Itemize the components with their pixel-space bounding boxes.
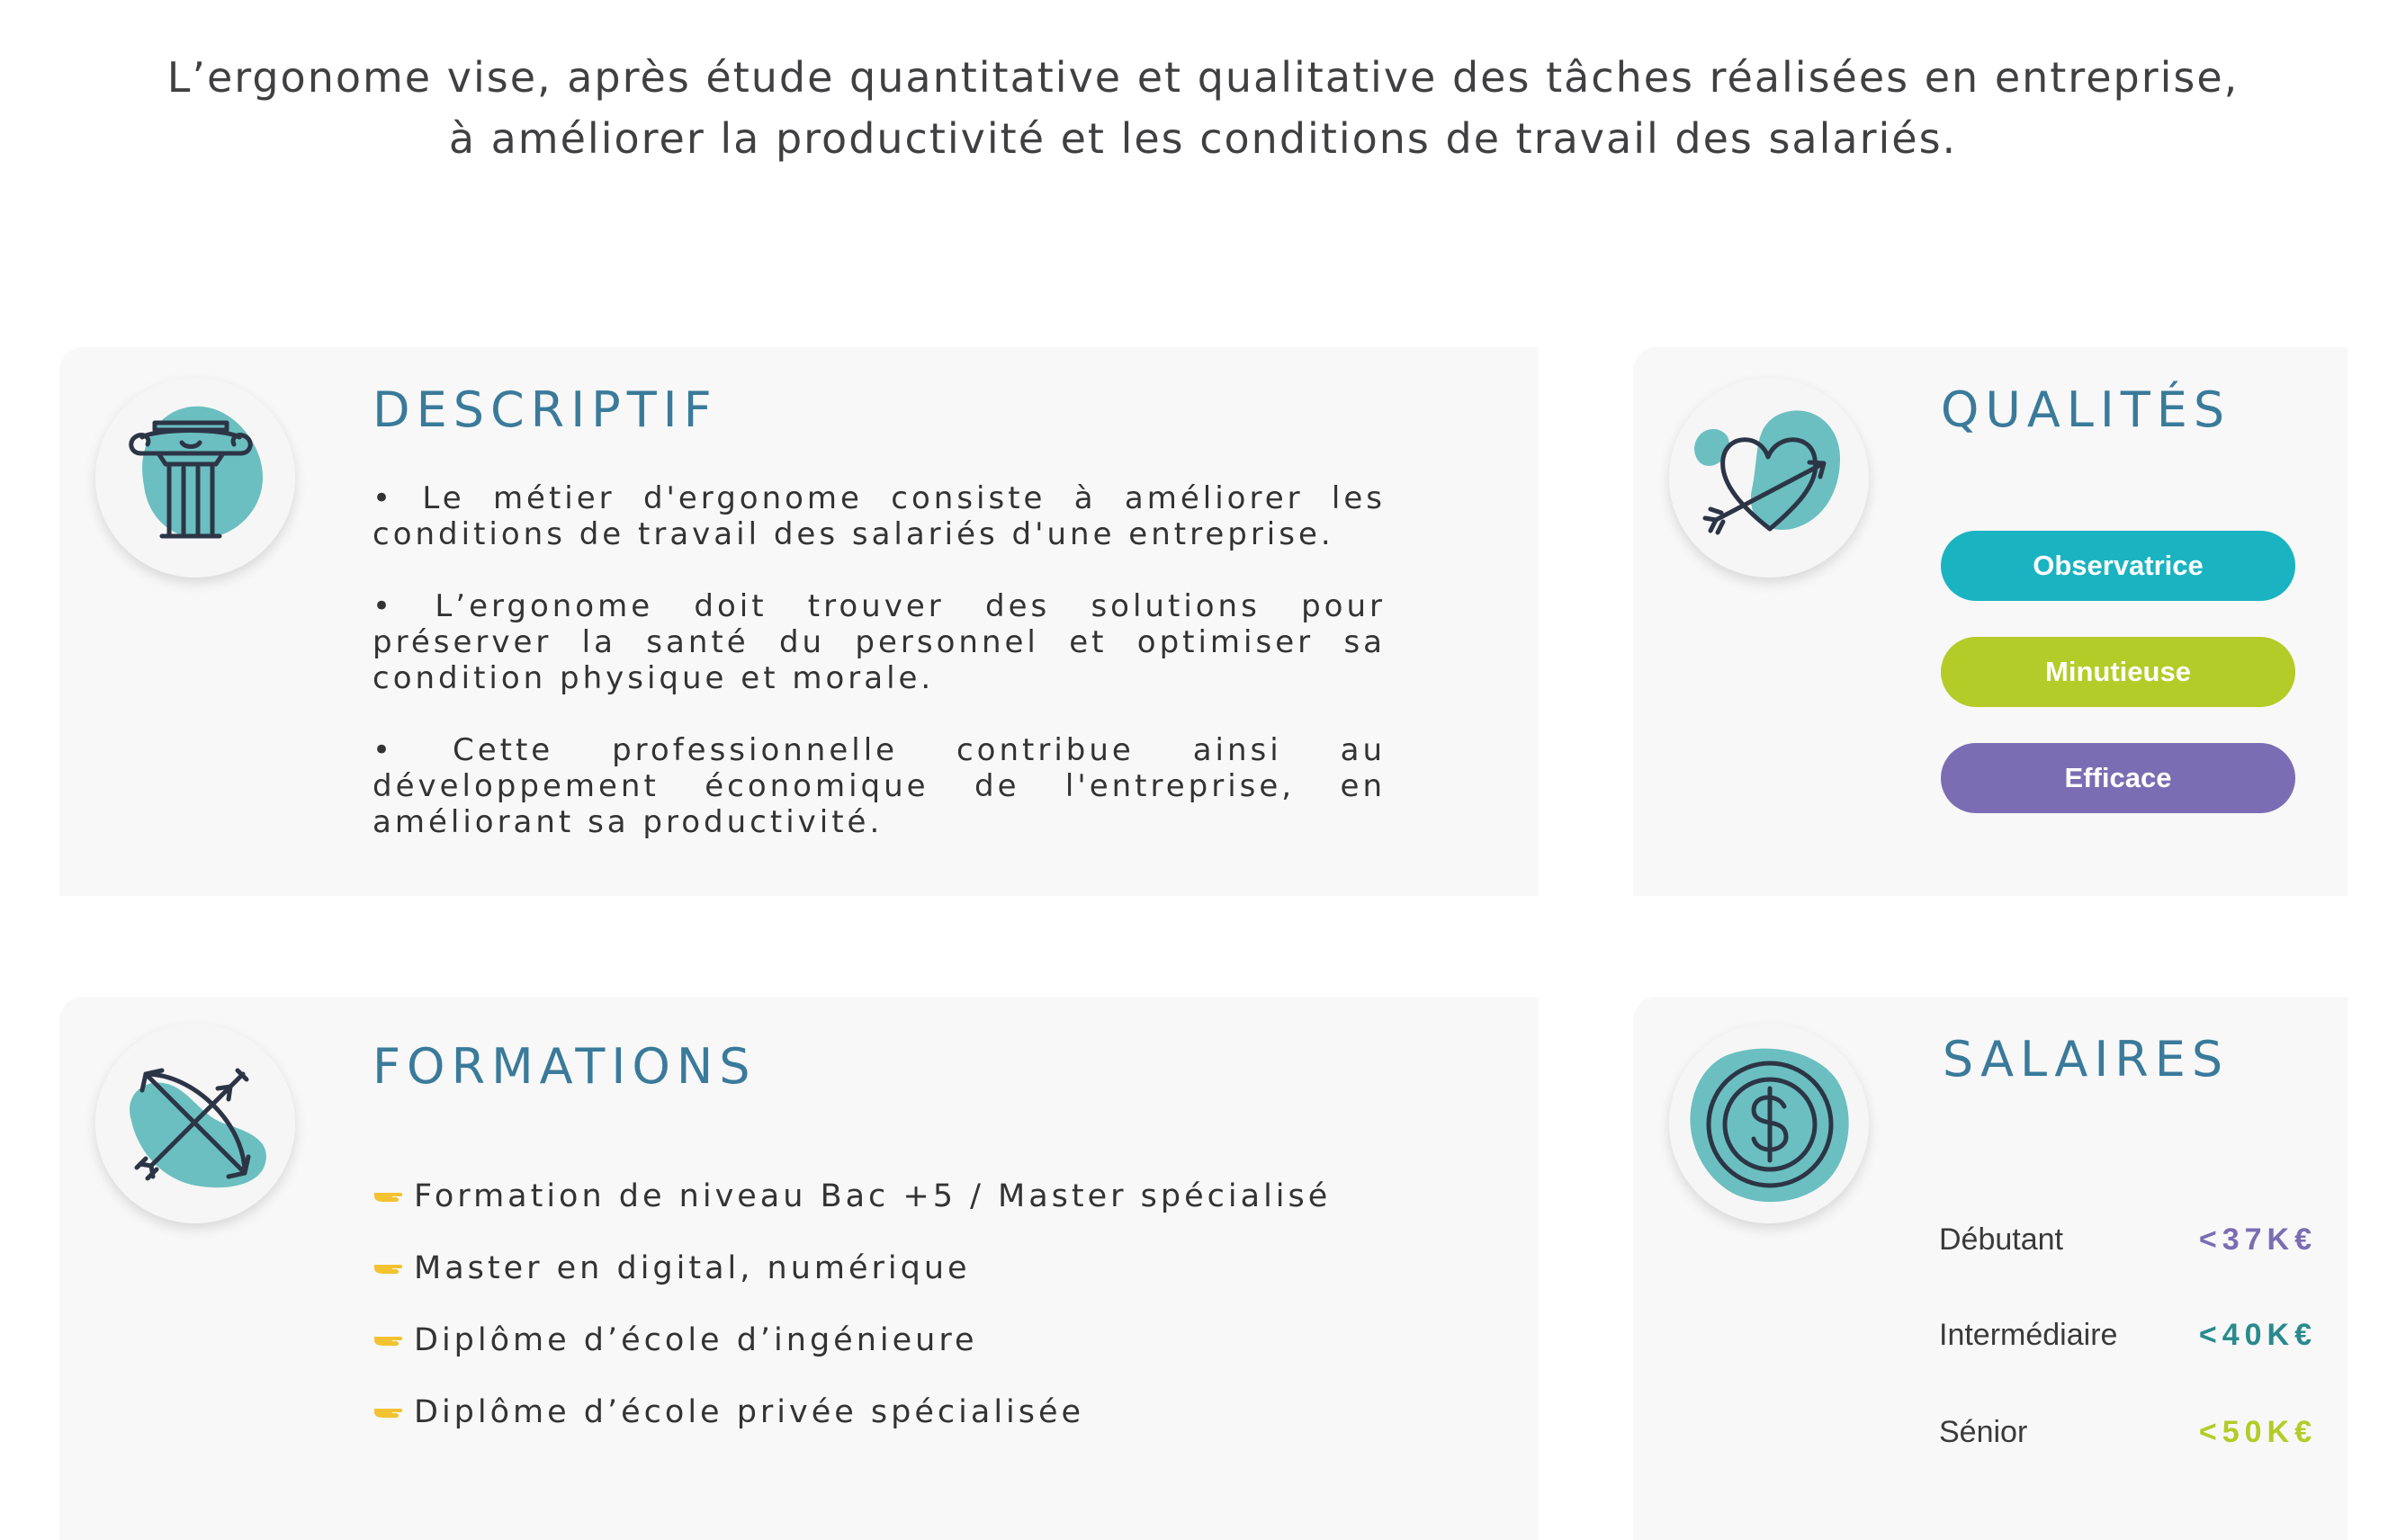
descriptif-card (59, 347, 1539, 896)
bow-arrow-icon (95, 1024, 295, 1223)
salary-value: <50K€ (2198, 1415, 2317, 1449)
pointing-hand-icon (373, 1330, 403, 1351)
salary-row (1939, 1405, 2317, 1459)
pointing-hand-icon (373, 1186, 403, 1207)
formation-label: Master en digital, numérique (414, 1250, 971, 1286)
quality-badge-minutieuse[interactable]: Minutieuse (1941, 637, 2295, 707)
list-item (373, 1160, 1331, 1232)
quality-badge-efficace[interactable]: Efficace (1941, 743, 2295, 813)
salaires-title: SALAIRES (1942, 1031, 2230, 1088)
salary-row (1939, 1308, 2317, 1362)
descriptif-paragraph: • L’ergonome doit trouver des solutions pour préserver la santé du personnel et optimiser sa condition physique et morale. (373, 588, 1386, 696)
formations-card (59, 997, 1539, 1540)
salary-value: <40K€ (2198, 1318, 2317, 1352)
intro-line-1: L’ergonome vise, après étude quantitative et qualitative des tâches réalisées en entreprise, (166, 53, 2240, 102)
intro-text (0, 47, 2406, 169)
quality-badge-observatrice[interactable]: Observatrice (1941, 531, 2295, 601)
list-item (373, 1376, 1331, 1448)
qualites-title: QUALITÉS (1940, 381, 2231, 438)
formation-label: Formation de niveau Bac +5 / Master spécialisé (414, 1178, 1332, 1214)
pointing-hand-icon (373, 1401, 403, 1423)
descriptif-paragraph: • Le métier d'ergonome consiste à améliorer les conditions de travail des salariés d'une entreprise. (373, 480, 1386, 552)
descriptif-paragraph: • Cette professionnelle contribue ainsi au développement économique de l'entreprise, en améliorant sa productivité. (373, 732, 1386, 840)
list-item (373, 1304, 1331, 1376)
salary-level-label: Débutant (1939, 1222, 2063, 1257)
list-item (373, 1232, 1331, 1304)
formations-title: FORMATIONS (373, 1038, 757, 1095)
salary-level-label: Sénior (1939, 1415, 2028, 1449)
qualites-card (1633, 347, 2348, 896)
descriptif-text (373, 480, 1386, 876)
formation-label: Diplôme d’école d’ingénieure (414, 1322, 978, 1358)
salaires-card (1633, 997, 2348, 1540)
salary-row (1939, 1213, 2317, 1267)
formation-label: Diplôme d’école privée spécialisée (414, 1394, 1085, 1430)
salary-value: <37K€ (2198, 1222, 2317, 1257)
salary-level-label: Intermédiaire (1939, 1318, 2118, 1352)
intro-line-2: à améliorer la productivité et les conditions de travail des salariés. (448, 114, 1958, 163)
formations-list (373, 1160, 1331, 1448)
ionic-column-icon (95, 378, 295, 578)
descriptif-title: DESCRIPTIF (373, 381, 718, 438)
pointing-hand-icon (373, 1258, 403, 1279)
